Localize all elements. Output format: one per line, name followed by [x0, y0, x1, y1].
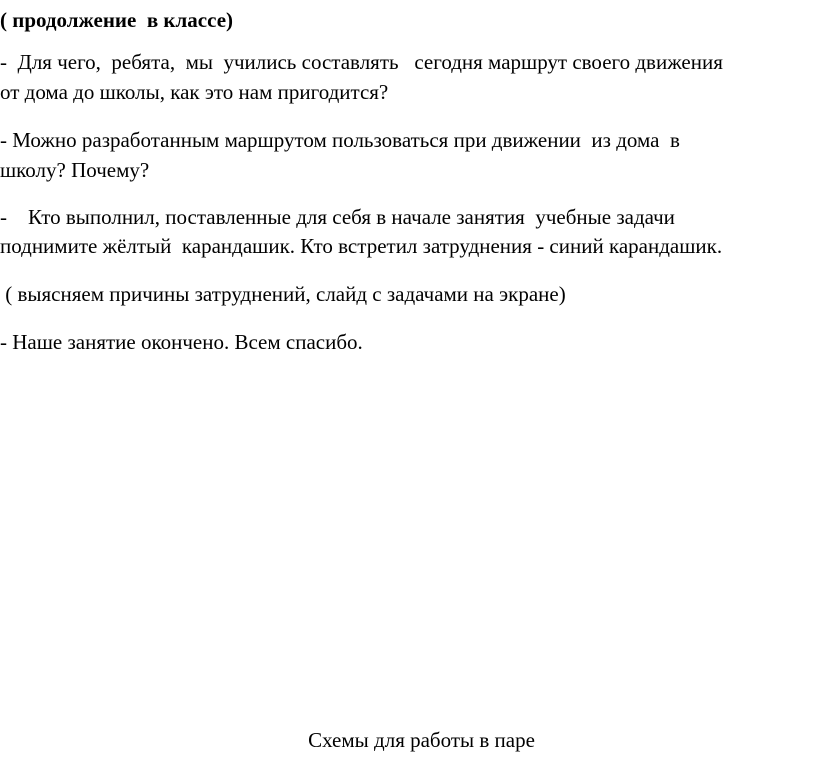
- paragraph-line: школу? Почему?: [0, 158, 150, 182]
- paragraph-line: - Можно разработанным маршрутом пользоваться при движении из дома в: [0, 128, 680, 152]
- document-heading: ( продолжение в классе): [0, 8, 234, 32]
- schemes-caption-text: Схемы для работы в паре: [308, 728, 535, 752]
- paragraph-line: - Кто выполнил, поставленные для себя в начале занятия учебные задачи: [0, 205, 675, 229]
- paragraph-line: поднимите жёлтый карандашик. Кто встретил затруднения - синий карандашик.: [0, 234, 723, 258]
- paragraph-line: - Наше занятие окончено. Всем спасибо.: [0, 330, 363, 354]
- paragraph-line: от дома до школы, как это нам пригодится?: [0, 80, 389, 104]
- paragraph-line: ( выясняем причины затруднений, слайд с задачами на экране): [0, 282, 566, 306]
- schemes-caption: [0, 704, 816, 776]
- paragraph-line: - Для чего, ребята, мы учились составлять сегодня маршрут своего движения: [0, 50, 723, 74]
